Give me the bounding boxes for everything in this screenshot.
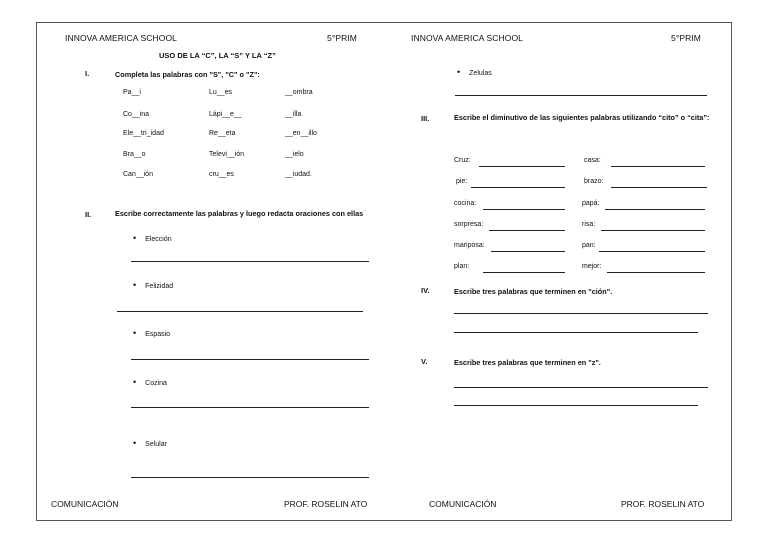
section-3-number: III. (421, 114, 430, 123)
answer-line[interactable] (131, 359, 369, 360)
word-item: • Felizidad (133, 280, 173, 290)
grid-cell: Can__ión (123, 171, 153, 178)
answer-line[interactable] (454, 332, 698, 333)
worksheet-title: USO DE LA “C”, LA “S” Y LA “Z” (159, 51, 276, 60)
section-1-instruction: Completa las palabras con "S", "C" o "Z": (115, 70, 260, 79)
right-header-school: INNOVA AMERICA SCHOOL (411, 33, 523, 43)
grid-cell: Televi__ión (209, 151, 245, 158)
section-4-number: IV. (421, 286, 430, 295)
answer-line[interactable] (131, 407, 369, 408)
grid-cell: Re__eta (209, 130, 236, 137)
answer-line[interactable] (454, 313, 708, 314)
answer-line[interactable] (483, 209, 565, 210)
diminutive-word: plan: (454, 263, 470, 270)
section-2-number: II. (85, 210, 92, 219)
left-header-school: INNOVA AMERICA SCHOOL (65, 33, 177, 43)
left-header-grade: 5°PRIM (327, 33, 357, 43)
answer-line[interactable] (483, 272, 565, 273)
right-footer-teacher: PROF. ROSELIN ATO (621, 499, 705, 509)
answer-line[interactable] (611, 187, 707, 188)
right-footer-subject: COMUNICACIÓN (429, 499, 497, 509)
grid-cell: __ielo (285, 151, 304, 158)
answer-line[interactable] (599, 251, 705, 252)
answer-line[interactable] (611, 166, 705, 167)
diminutive-word: pan: (582, 242, 596, 249)
diminutive-word: casa: (584, 157, 601, 164)
left-footer-subject: COMUNICACIÓN (51, 499, 119, 509)
grid-cell: __iudad. (285, 171, 312, 178)
diminutive-word: brazo: (584, 178, 604, 185)
answer-line[interactable] (454, 405, 698, 406)
section-5-number: V. (421, 357, 428, 366)
section-1-number: I. (85, 69, 90, 78)
grid-cell: Pa__i (123, 89, 141, 96)
left-footer-teacher: PROF. ROSELIN ATO (284, 499, 368, 509)
answer-line[interactable] (605, 209, 705, 210)
diminutive-word: mariposa: (454, 242, 485, 249)
answer-line[interactable] (117, 311, 363, 312)
grid-cell: __illa (285, 111, 302, 118)
section-3-instruction: Escribe el diminutivo de las siguientes palabras utilizando “cito” o “cita”: (454, 113, 710, 122)
grid-cell: Lu__es (209, 89, 232, 96)
answer-line[interactable] (454, 387, 708, 388)
grid-cell: Ele__tri_idad (123, 130, 164, 137)
word-item: • Cozina (133, 377, 167, 387)
grid-cell: cru__es (209, 171, 234, 178)
diminutive-word: Cruz: (454, 157, 471, 164)
grid-cell: __ombra (285, 89, 313, 96)
grid-cell: __en__illo (285, 130, 317, 137)
answer-line[interactable] (131, 477, 369, 478)
word-item: • Zelulas (457, 67, 492, 77)
diminutive-word: pie: (456, 178, 468, 185)
answer-line[interactable] (491, 251, 565, 252)
section-5-instruction: Escribe tres palabras que terminen en "z". (454, 358, 601, 367)
answer-line[interactable] (471, 187, 565, 188)
answer-line[interactable] (479, 166, 565, 167)
answer-line[interactable] (489, 230, 565, 231)
section-4-instruction: Escribe tres palabras que terminen en "ción". (454, 287, 613, 296)
word-item: • Elección (133, 233, 172, 243)
answer-line[interactable] (607, 272, 705, 273)
diminutive-word: risa: (582, 221, 596, 228)
answer-line[interactable] (601, 230, 705, 231)
grid-cell: Bra__o (123, 151, 146, 158)
diminutive-word: sorpresa: (454, 221, 484, 228)
right-header-grade: 5°PRIM (671, 33, 701, 43)
word-item: • Espasio (133, 328, 170, 338)
worksheet-sheet (36, 22, 732, 521)
diminutive-word: cocina: (454, 200, 477, 207)
section-2-instruction: Escribe correctamente las palabras y luego redacta oraciones con ellas (115, 209, 364, 218)
grid-cell: Lápi__e__ (209, 111, 242, 118)
diminutive-word: mejor: (582, 263, 602, 270)
answer-line[interactable] (455, 95, 707, 96)
grid-cell: Co__ina (123, 111, 150, 118)
word-item: • Selular (133, 438, 167, 448)
answer-line[interactable] (131, 261, 369, 262)
diminutive-word: papá: (582, 200, 600, 207)
